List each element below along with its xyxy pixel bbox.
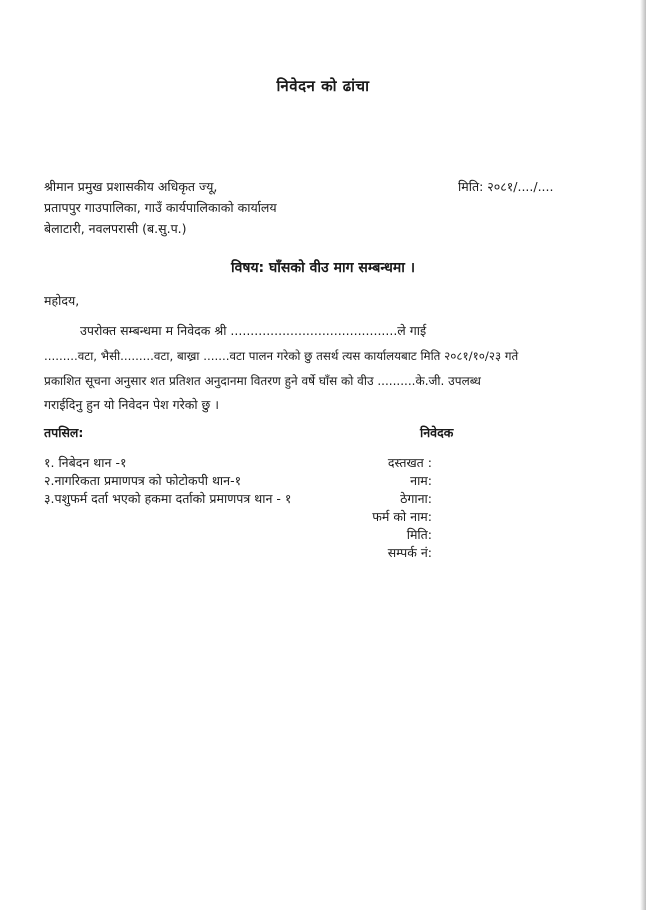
recipient-line-1: श्रीमान प्रमुख प्रशासकीय अधिकृत ज्यू, <box>44 179 218 194</box>
date-field: मिति: २०८१/..../.... <box>458 179 554 194</box>
details-heading: तपसिल: <box>44 425 84 440</box>
signature-field: दस्तखत : <box>387 455 432 470</box>
body-line-4: गराईदिनु हुन यो निवेदन पेश गरेको छु । <box>44 397 220 412</box>
attachment-item-1: १. निबेदन थान -१ <box>44 455 127 470</box>
document-title: निवेदन को ढांचा <box>276 77 370 95</box>
recipient-line-3: बेलाटारी, नवलपरासी (ब.सु.प.) <box>44 221 187 236</box>
firm-name-field: फर्म को नाम: <box>372 509 432 524</box>
subject-line: विषय: घाँसको वीउ माग सम्बन्धमा । <box>230 260 416 276</box>
recipient-line-2: प्रतापपुर गाउपालिका, गाउँ कार्यपालिकाको कार्यालय <box>44 200 277 215</box>
body-line-1: उपरोक्त सम्बन्धमा म निवेदक श्री ..........................................ले गाई <box>80 323 427 338</box>
attachment-item-2: २.नागरिकता प्रमाणपत्र को फोटोकपी थान-१ <box>44 473 242 488</box>
salutation: महोदय, <box>44 293 80 308</box>
body-line-3: प्रकाशित सूचना अनुसार शत प्रतिशत अनुदानमा वितरण हुने वर्षे घाँस को वीउ ..........के.जी. उपलब्ध <box>44 374 481 388</box>
applicant-date-field: मिति: <box>406 527 432 542</box>
name-field: नाम: <box>410 473 432 488</box>
contact-number-field: सम्पर्क नं: <box>387 545 432 560</box>
address-field: ठेगाना: <box>400 491 432 506</box>
applicant-heading: निवेदक <box>420 425 454 440</box>
attachment-item-3: ३.पशुफर्म दर्ता भएको हकमा दर्ताको प्रमाणपत्र थान - १ <box>44 491 292 506</box>
body-line-2: .........वटा, भैसी.........वटा, बाख्रा .......वटा पालन गरेको छु तसर्थ त्यस कार्यालयबाट मिति २०८१/१०/२३ गते <box>44 349 519 363</box>
scan-edge-shadow <box>640 0 646 910</box>
